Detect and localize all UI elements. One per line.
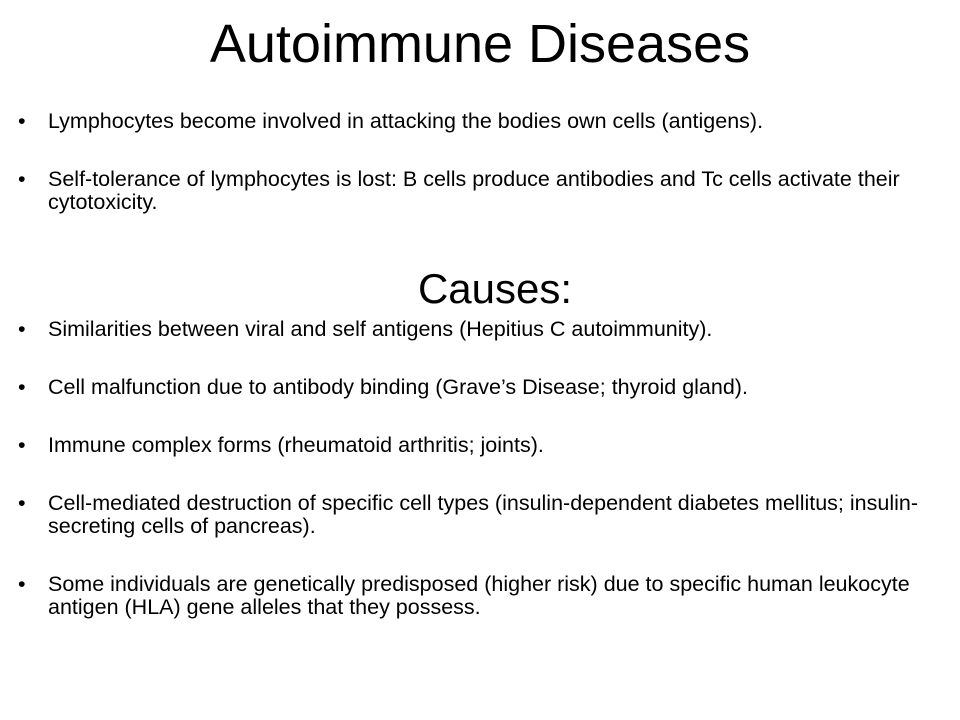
bullet-text: Immune complex forms (rheumatoid arthritis; joints). [48,433,544,457]
bullet-item [18,492,953,538]
bullet-text: Cell malfunction due to antibody binding (Grave’s Disease; thyroid gland). [48,375,748,399]
causes-bullet-list [18,318,953,619]
bullet-text: Self-tolerance of lymphocytes is lost: B cells produce antibodies and Tc cells activate their cytotoxicity. [48,167,900,214]
bullet-text: Lymphocytes become involved in attacking the bodies own cells (antigens). [48,109,764,133]
causes-heading: Causes: [417,265,573,312]
bullet-marker: • [18,433,26,457]
slide-title: Autoimmune Diseases [209,14,751,74]
bullet-item [18,376,953,399]
bullet-marker: • [18,375,26,399]
intro-bullet-list [18,110,953,214]
bullet-marker: • [18,572,26,596]
bullet-marker: • [18,167,26,191]
bullet-marker: • [18,109,26,133]
bullet-item [18,318,953,341]
bullet-text: Cell-mediated destruction of specific cell types (insulin-dependent diabetes mellitus; insulin-secreting cells of pancreas). [48,491,918,538]
bullet-item [18,434,953,457]
bullet-marker: • [18,317,26,341]
bullet-text: Similarities between viral and self antigens (Hepitius C autoimmunity). [48,317,713,341]
bullet-item [18,168,953,214]
bullet-item [18,573,953,619]
bullet-marker: • [18,491,26,515]
bullet-text: Some individuals are genetically predisposed (higher risk) due to specific human leukocyte antigen (HLA) gene alleles that they possess. [48,572,910,619]
bullet-item [18,110,953,133]
